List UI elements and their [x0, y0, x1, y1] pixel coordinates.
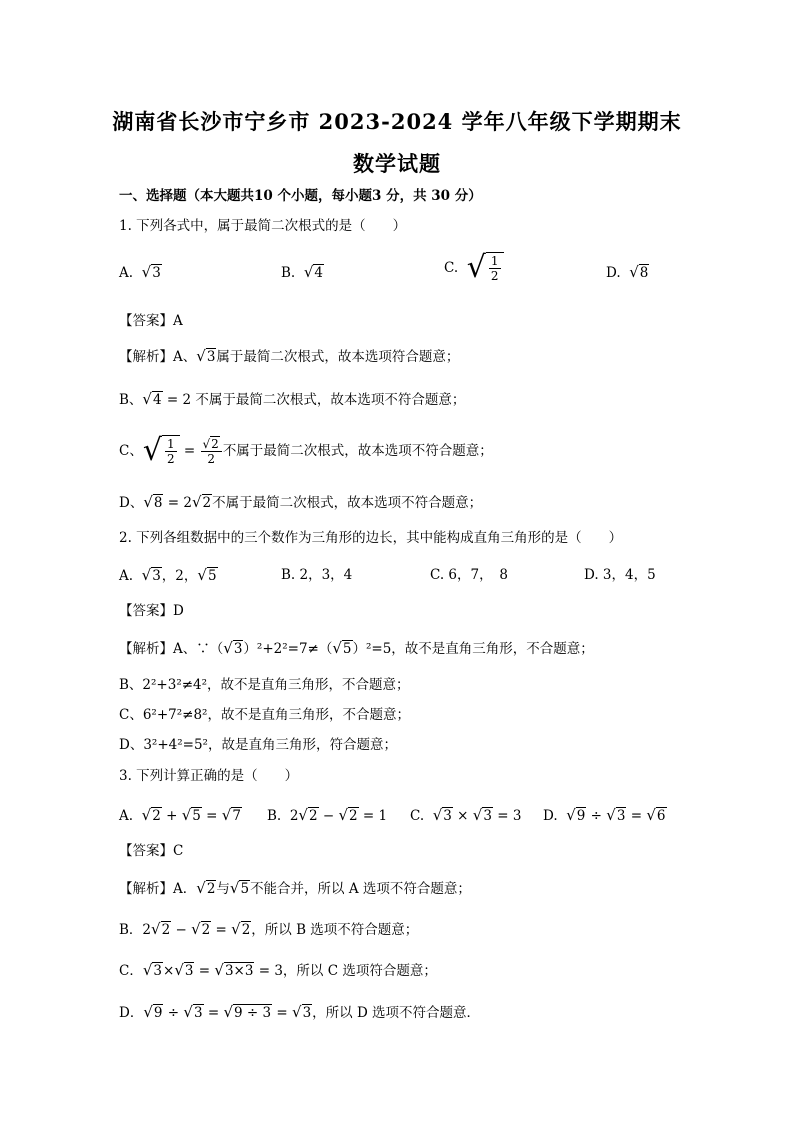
q1-explanation-b: B、√4 = 2 不属于最简二次根式，故本选项不符合题意； [119, 390, 466, 408]
title-line-2: 数学试题 [353, 151, 441, 176]
q3-explanation-d: D．√9 ÷ √3 = √9 ÷ 3 = √3，所以 D 选项不符合题意． [119, 1003, 481, 1021]
q2-option-c: C. 6，7， 8 [430, 567, 508, 583]
q2-option-d: D. 3，4，5 [584, 567, 656, 583]
q2-explanation-b: B、2²+3²≠4²，故不是直角三角形，不合题意； [119, 677, 410, 693]
q2-explanation-d: D、3²+4²=5²，故是直角三角形，符合题意； [119, 737, 397, 753]
q3-option-c: C. √3 × √3 = 3 [410, 806, 522, 824]
q1-option-b: B. √4 [281, 263, 323, 281]
q3-option-b: B. 2√2 − √2 = 1 [267, 806, 388, 824]
q2-option-b: B. 2，3，4 [281, 567, 353, 583]
q3-explanation-c: C．√3×√3 = √3×3 = 3，所以 C 选项符合题意； [119, 961, 437, 979]
q1-answer: 【答案】A [119, 313, 183, 329]
title-line-1: 湖南省长沙市宁乡市 2023-2024 学年八年级下学期期末 [112, 109, 682, 134]
q1-option-c: C. √ $\frac{1}{2}$ [444, 252, 504, 284]
q2-explanation-c: C、6²+7²≠8²，故不是直角三角形，不合题意； [119, 707, 410, 723]
q3-explanation-b: B．2√2 − √2 = √2，所以 B 选项不符合题意； [119, 920, 419, 938]
question-3-stem: 3. 下列计算正确的是（ ） [119, 768, 299, 784]
q1-explanation-d: D、√8 = 2√2不属于最简二次根式，故本选项不符合题意； [119, 493, 483, 511]
q2-option-a: A. √3，2，√5 [119, 566, 217, 584]
q2-answer: 【答案】D [119, 603, 184, 619]
q1-option-a: A. √3 [119, 263, 161, 281]
q3-option-a: A. √2 + √5 = √7 [119, 806, 241, 824]
section-heading: 一、选择题（本大题共10 个小题，每小题3 分，共 30 分） [119, 188, 482, 204]
q2-explanation-a: 【解析】A、∵（√3）²+2²=7≠（√5）²=5，故不是直角三角形，不合题意； [119, 639, 594, 657]
q3-answer: 【答案】C [119, 843, 184, 859]
q3-explanation-a: 【解析】A．√2与√5不能合并，所以 A 选项不符合题意； [119, 879, 471, 897]
question-1-stem: 1. 下列各式中，属于最简二次根式的是（ ） [119, 218, 407, 234]
q3-option-d: D. √9 ÷ √3 = √6 [543, 806, 666, 824]
q1-explanation-a: 【解析】A、√3属于最简二次根式，故本选项符合题意； [119, 347, 460, 365]
question-2-stem: 2. 下列各组数据中的三个数作为三角形的边长，其中能构成直角三角形的是（ ） [119, 530, 623, 546]
q1-explanation-c: C、 √ $\frac{1}{2}$ = $\frac{√2}{2}$ 不属于最简二次根式，故本选项不符合题意； [119, 433, 493, 468]
q1-option-d: D. √8 [606, 263, 649, 281]
